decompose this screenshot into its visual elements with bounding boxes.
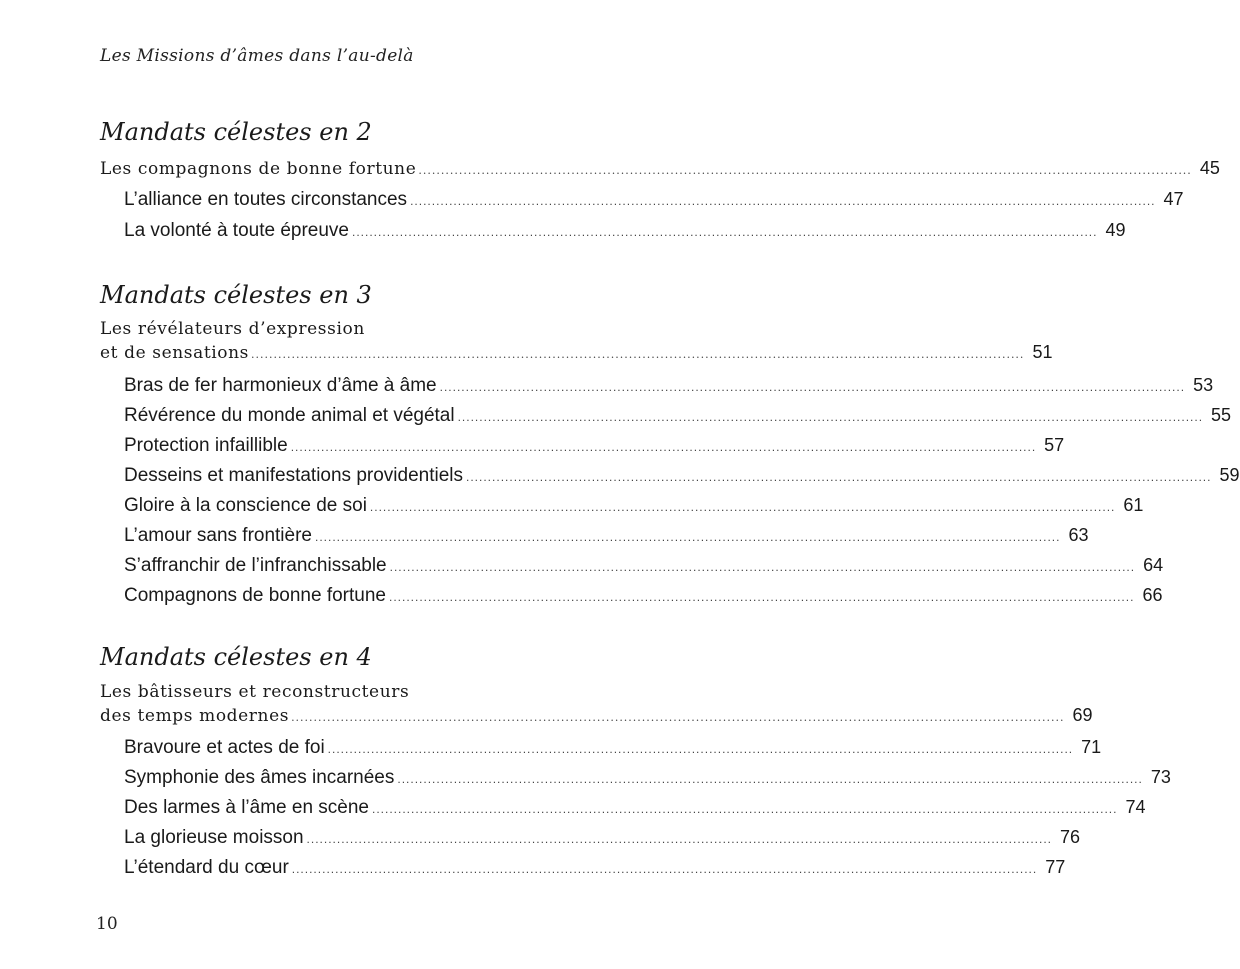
section-title-line: Les révélateurs d’expression [100, 319, 365, 339]
entry-title: Bravoure et actes de foi [124, 737, 325, 758]
part-heading-4: Mandats célestes en 4 [100, 643, 372, 671]
dot-leader: ............................................................................................................................................................................ [388, 590, 1135, 604]
entry-page-number: 63 [1068, 525, 1089, 545]
toc-entry[interactable] [124, 737, 1102, 765]
part-heading-2: Mandats célestes en 2 [100, 118, 372, 146]
section-title-line: Les compagnons de bonne fortune [100, 159, 417, 179]
dot-leader: ............................................................................................................................................................................ [290, 440, 1037, 454]
entry-title: Des larmes à l’âme en scène [124, 797, 369, 818]
entry-page-number: 64 [1143, 555, 1164, 575]
entry-page-number: 77 [1045, 857, 1066, 877]
dot-leader: ............................................................................................................................................................................ [369, 500, 1116, 514]
running-head: Les Missions d’âmes dans l’au-delà [100, 46, 414, 66]
entry-page-number: 73 [1150, 767, 1171, 787]
toc-entry[interactable] [124, 189, 1184, 217]
section-title-line: des temps modernes [100, 706, 290, 726]
entry-page-number: 61 [1123, 495, 1144, 515]
entry-title: Gloire à la conscience de soi [124, 495, 367, 516]
toc-entry[interactable] [124, 555, 1164, 583]
entry-title: S’affranchir de l’infranchissable [124, 555, 387, 576]
toc-entry[interactable] [124, 435, 1065, 463]
toc-section[interactable] [100, 157, 1220, 180]
entry-title: Bras de fer harmonieux d’âme à âme [124, 375, 437, 396]
entry-title: Symphonie des âmes incarnées [124, 767, 395, 788]
dot-leader: ............................................................................................................................................................................ [389, 560, 1136, 574]
toc-entry[interactable] [124, 405, 1232, 433]
dot-leader: ............................................................................................................................................................................ [439, 380, 1186, 394]
entry-page-number: 76 [1060, 827, 1081, 847]
section-title-line: Les bâtisseurs et reconstructeurs [100, 682, 410, 702]
toc-entry[interactable] [124, 797, 1146, 825]
toc-entry[interactable] [124, 495, 1144, 523]
entry-title: L’étendard du cœur [124, 857, 289, 878]
section-page-number: 51 [1032, 342, 1053, 362]
entry-title: L’alliance en toutes circonstances [124, 189, 408, 210]
dot-leader: ............................................................................................................................................................................ [372, 802, 1118, 816]
entry-title: L’amour sans frontière [124, 525, 312, 546]
dot-leader: ............................................................................................................................................................................ [306, 832, 1052, 846]
dot-leader: ............................................................................................................................................................................ [352, 225, 1098, 239]
dot-leader: ............................................................................................................................................................................ [397, 772, 1143, 786]
toc-entry[interactable] [124, 767, 1171, 795]
dot-leader: ............................................................................................................................................................................ [315, 530, 1061, 544]
section-page-number: 69 [1072, 705, 1093, 725]
entry-page-number: 55 [1211, 405, 1232, 425]
toc-entry[interactable] [124, 220, 1126, 248]
entry-page-number: 49 [1105, 220, 1126, 240]
toc-entry[interactable] [124, 827, 1081, 855]
part-heading-3: Mandats célestes en 3 [100, 281, 372, 309]
entry-page-number: 59 [1219, 465, 1240, 485]
toc-entry[interactable] [124, 525, 1089, 553]
toc-entry[interactable] [124, 465, 1240, 493]
entry-title: Révérence du monde animal et végétal [124, 405, 455, 426]
dot-leader: ............................................................................................................................................................................ [251, 348, 1025, 361]
dot-leader: ............................................................................................................................................................................ [418, 164, 1192, 177]
entry-page-number: 66 [1142, 585, 1163, 605]
entry-title: Desseins et manifestations providentiels [124, 465, 464, 486]
page-number: 10 [96, 914, 118, 934]
entry-page-number: 71 [1081, 737, 1102, 757]
entry-page-number: 53 [1193, 375, 1214, 395]
dot-leader: ............................................................................................................................................................................ [410, 194, 1156, 208]
entry-title: Protection infaillible [124, 435, 288, 456]
dot-leader: ............................................................................................................................................................................ [291, 711, 1065, 724]
toc-section[interactable] [100, 318, 1053, 364]
toc-section[interactable] [100, 681, 1093, 727]
dot-leader: ............................................................................................................................................................................ [457, 410, 1204, 424]
dot-leader: ............................................................................................................................................................................ [291, 862, 1038, 876]
entry-title: La volonté à toute épreuve [124, 220, 350, 241]
entry-page-number: 57 [1044, 435, 1065, 455]
entry-page-number: 47 [1163, 189, 1184, 209]
dot-leader: ............................................................................................................................................................................ [327, 742, 1074, 756]
entry-page-number: 74 [1125, 797, 1146, 817]
entry-title: Compagnons de bonne fortune [124, 585, 386, 606]
entry-title: La glorieuse moisson [124, 827, 304, 848]
section-title-line: et de sensations [100, 343, 250, 363]
toc-entry[interactable] [124, 585, 1163, 613]
dot-leader: ............................................................................................................................................................................ [466, 470, 1212, 484]
toc-entry[interactable] [124, 375, 1214, 403]
toc-entry[interactable] [124, 857, 1066, 885]
section-page-number: 45 [1199, 158, 1220, 178]
